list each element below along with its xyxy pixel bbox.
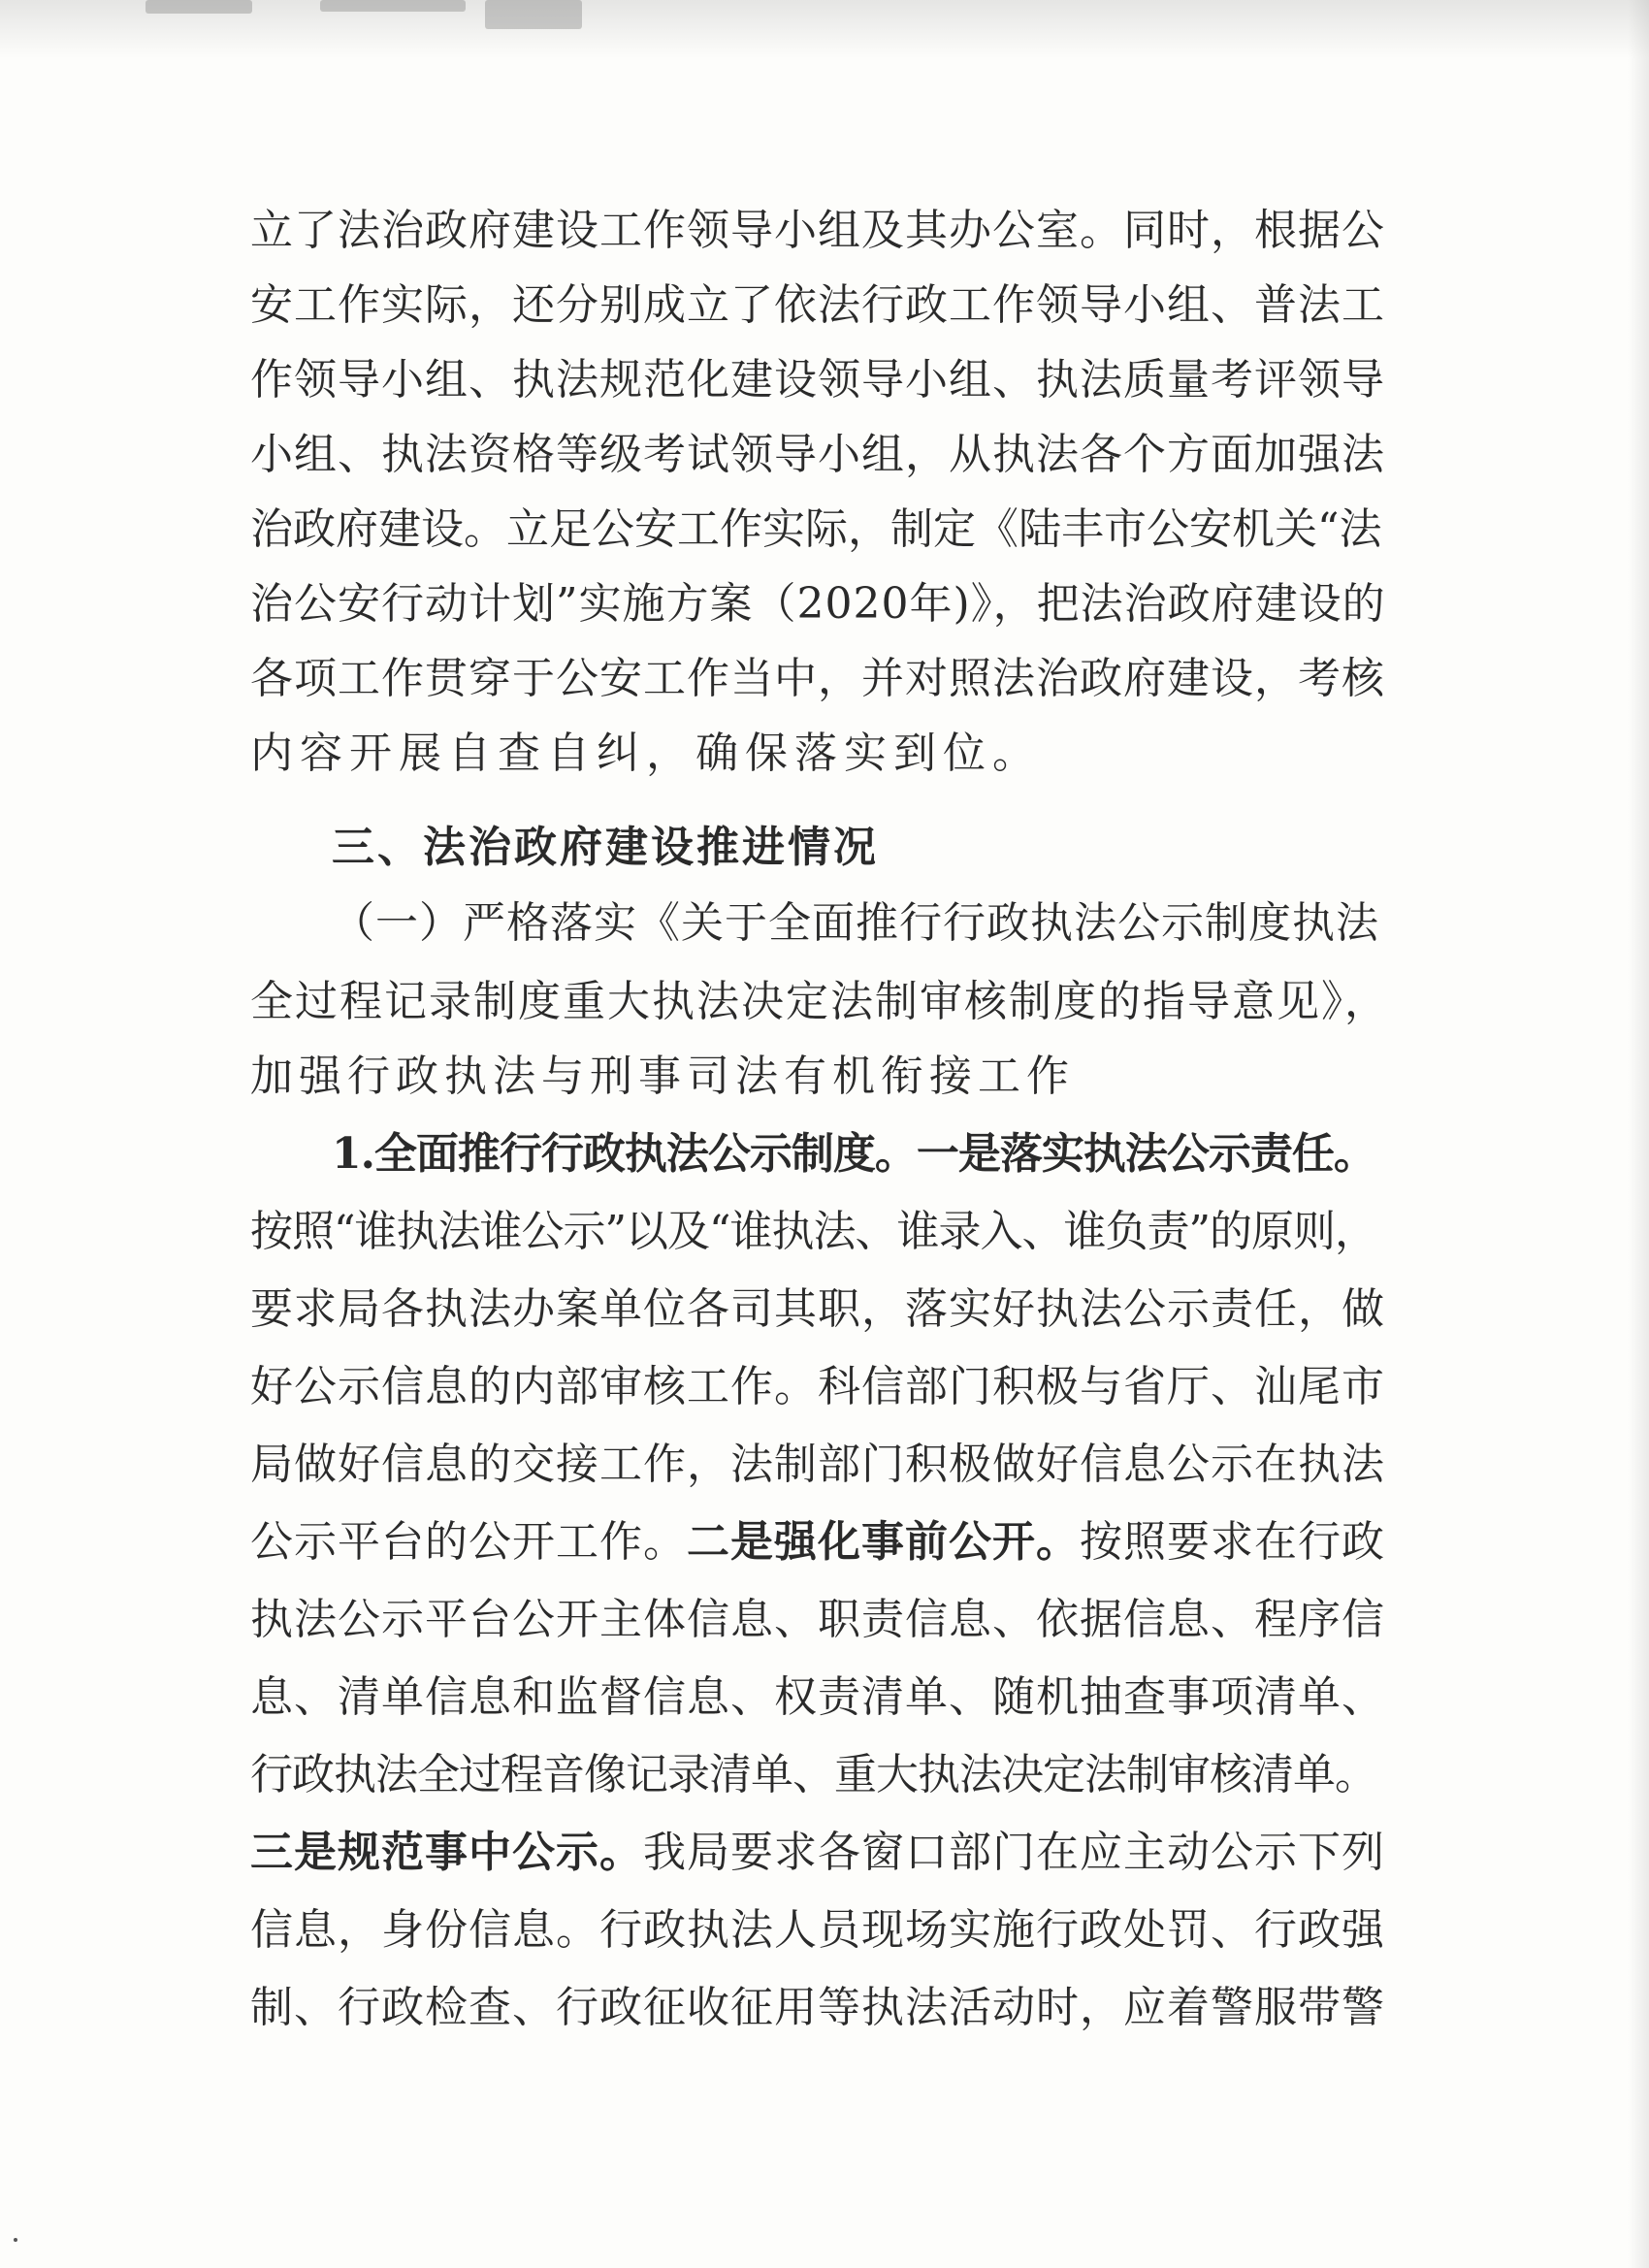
subsection-heading: 全过程记录制度重大执法决定法制审核制度的指导意见》，: [250, 977, 1389, 1026]
emphasis-text: 三是规范事中公示。: [250, 1828, 643, 1877]
text-line: 按照“谁执法谁公示”以及“谁执法、谁录入、谁负责”的原则，: [250, 1207, 1376, 1256]
text-line: 各项工作贯穿于公安工作当中，并对照法治政府建设，考核: [250, 654, 1385, 703]
scan-speck: [14, 2238, 17, 2242]
text-line: 三是规范事中公示。我局要求各窗口部门在应主动公示下列: [250, 1828, 1385, 1877]
section-heading: 三、法治政府建设推进情况: [332, 823, 879, 872]
text-line: 公示平台的公开工作。二是强化事前公开。按照要求在行政: [250, 1517, 1385, 1567]
subsection-heading: 加强行政执法与刑事司法有机衔接工作: [250, 1052, 1075, 1101]
text-line: 执法公示平台公开主体信息、职责信息、依据信息、程序信: [250, 1595, 1385, 1644]
text-line: 制、行政检查、行政征收征用等执法活动时，应着警服带警: [250, 1983, 1385, 2032]
paragraph-heading: 1.全面推行行政执法公示制度。一是落实执法公示责任。: [332, 1129, 1375, 1179]
emphasis-text: 二是强化事前公开。: [687, 1517, 1080, 1567]
text-line: 行政执法全过程音像记录清单、重大执法决定法制审核清单。: [250, 1750, 1376, 1799]
text-line: 治政府建设。立足公安工作实际，制定《陆丰市公安机关“法: [250, 504, 1382, 554]
scan-mark: [320, 0, 466, 12]
text-line: 立了法治政府建设工作领导小组及其办公室。同时，根据公: [250, 206, 1385, 255]
text-line: 作领导小组、执法规范化建设领导小组、执法质量考评领导: [250, 355, 1385, 405]
scan-mark: [485, 0, 582, 29]
text-line: 小组、执法资格等级考试领导小组，从执法各个方面加强法: [250, 430, 1385, 479]
text-line: 信息，身份信息。行政执法人员现场实施行政处罚、行政强: [250, 1905, 1385, 1955]
text-line: 要求局各执法办案单位各司其职，落实好执法公示责任，做: [250, 1284, 1385, 1334]
subsection-heading: （一）严格落实《关于全面推行行政执法公示制度执法: [332, 898, 1379, 948]
text-line: 安工作实际，还分别成立了依法行政工作领导小组、普法工: [250, 280, 1385, 330]
scan-mark: [146, 0, 252, 14]
text-line: 内容开展自查自纠，确保落实到位。: [250, 729, 1042, 778]
text-line: 好公示信息的内部审核工作。科信部门积极与省厅、汕尾市: [250, 1362, 1385, 1411]
text-line: 局做好信息的交接工作，法制部门积极做好信息公示在执法: [250, 1440, 1385, 1489]
scan-shadow-right: [1628, 0, 1649, 2268]
text-line: 息、清单信息和监督信息、权责清单、随机抽查事项清单、: [250, 1672, 1385, 1722]
text-line: 治公安行动计划”实施方案（2020年)》，把法治政府建设的: [250, 579, 1386, 629]
